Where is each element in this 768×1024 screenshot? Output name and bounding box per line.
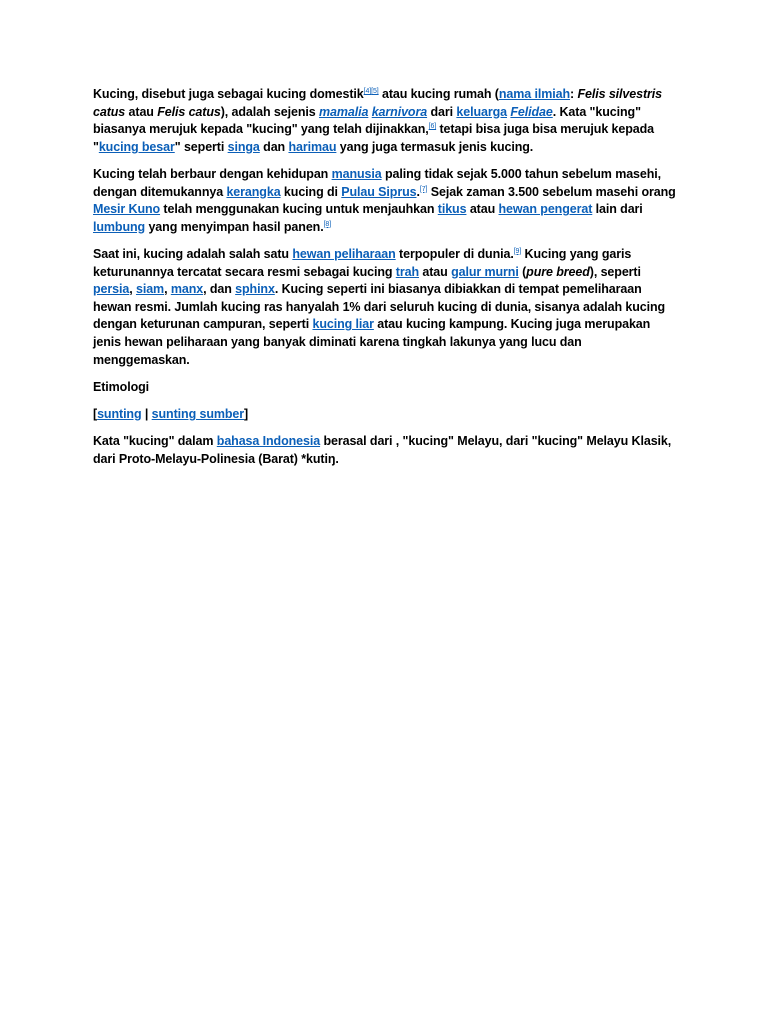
link-manusia[interactable]: manusia <box>331 166 382 181</box>
link-pulau-siprus[interactable]: Pulau Siprus <box>341 184 417 199</box>
citation-4[interactable]: [4] <box>363 88 372 95</box>
link-sunting[interactable]: sunting <box>97 406 142 421</box>
link-bahasa-indonesia[interactable]: bahasa Indonesia <box>216 434 321 449</box>
link-kucing-liar[interactable]: kucing liar <box>312 317 374 332</box>
link-mesir-kuno[interactable]: Mesir Kuno <box>93 202 161 217</box>
article-body <box>93 86 678 478</box>
link-nama-ilmiah[interactable]: nama ilmiah <box>498 87 571 101</box>
citation-6[interactable]: [6] <box>428 123 437 131</box>
paragraph-etymology: Kata "kucing" dalam bahasa Indonesia berasal dari , "kucing" Melayu, dari "kucing" Melayu Klasik, dari Proto-Melayu-Polinesia (Barat) *kutiŋ. <box>93 434 672 466</box>
link-lumbung[interactable]: lumbung <box>93 219 146 234</box>
link-galur-murni[interactable]: galur murni <box>451 264 519 279</box>
link-keluarga[interactable]: keluarga <box>456 104 507 119</box>
citation-8[interactable]: [8] <box>323 220 332 228</box>
edit-links: [sunting | sunting sumber] <box>93 406 249 421</box>
link-mamalia[interactable]: mamalia <box>318 104 369 119</box>
link-harimau[interactable]: harimau <box>288 139 337 154</box>
citation-5[interactable]: [5] <box>371 88 379 95</box>
link-hewan-peliharaan[interactable]: hewan peliharaan <box>292 246 396 261</box>
link-tikus[interactable]: tikus <box>437 202 467 217</box>
paragraph-history: Kucing telah berbaur dengan kehidupan manusia paling tidak sejak 5.000 tahun sebelum masehi, dengan ditemukannya kerangka kucing di Pulau Siprus.[7] Sejak zaman 3.500 sebelum masehi orang Mesir Kuno telah menggunakan kucing untuk menjauhkan tikus atau hewan pengerat lain dari lumbung yang menyimpan hasil panen.[8] <box>93 166 676 234</box>
link-felidae[interactable]: Felidae <box>510 104 553 119</box>
citation-9[interactable]: [9] <box>513 247 522 255</box>
link-kerangka[interactable]: kerangka <box>226 184 281 199</box>
scientific-name: Felis silvestris catus <box>93 87 663 119</box>
link-sunting-sumber[interactable]: sunting sumber <box>151 406 245 421</box>
pure-breed-term: pure breed <box>526 264 590 279</box>
paragraph-intro: Kucing, disebut juga sebagai kucing domestik[4][5] atau kucing rumah (nama ilmiah: Felis silvestris catus atau Felis catus), adalah sejenis mamalia karnivora dari keluarga Felidae. Kata "kucing" biasanya merujuk kepada "kucing" yang telah dijinakkan,[6] tetapi bisa juga bisa merujuk kepada "kucing besar" seperti singa dan harimau yang juga termasuk jenis kucing. <box>93 87 663 154</box>
link-trah[interactable]: trah <box>395 264 419 279</box>
link-manx[interactable]: manx <box>170 282 204 297</box>
link-sphinx[interactable]: sphinx <box>235 282 275 297</box>
link-karnivora[interactable]: karnivora <box>371 104 428 119</box>
scientific-name-alt: Felis catus <box>157 104 221 119</box>
paragraph-breeds: Saat ini, kucing adalah salah satu hewan peliharaan terpopuler di dunia.[9] Kucing yang garis keturunannya tercatat secara resmi sebagai kucing trah atau galur murni (pure breed), seperti persia, siam, manx, dan sphinx. Kucing seperti ini biasanya dibiakkan di tempat pemeliharaan hewan resmi. Jumlah kucing ras hanyalah 1% dari seluruh kucing di dunia, sisanya adalah kucing dengan keturunan campuran, seperti kucing liar atau kucing kampung. Kucing juga merupakan jenis hewan peliharaan yang banyak diminati karena tingkah lakunya yang lucu dan menggemaskan. <box>93 246 666 367</box>
link-kucing-besar[interactable]: kucing besar <box>98 139 175 154</box>
link-singa[interactable]: singa <box>227 139 260 154</box>
link-persia[interactable]: persia <box>93 282 130 297</box>
link-hewan-pengerat[interactable]: hewan pengerat <box>498 202 593 217</box>
section-heading-etimologi: Etimologi <box>93 379 150 394</box>
link-siam[interactable]: siam <box>135 282 165 297</box>
citation-7[interactable]: [7] <box>419 185 428 193</box>
